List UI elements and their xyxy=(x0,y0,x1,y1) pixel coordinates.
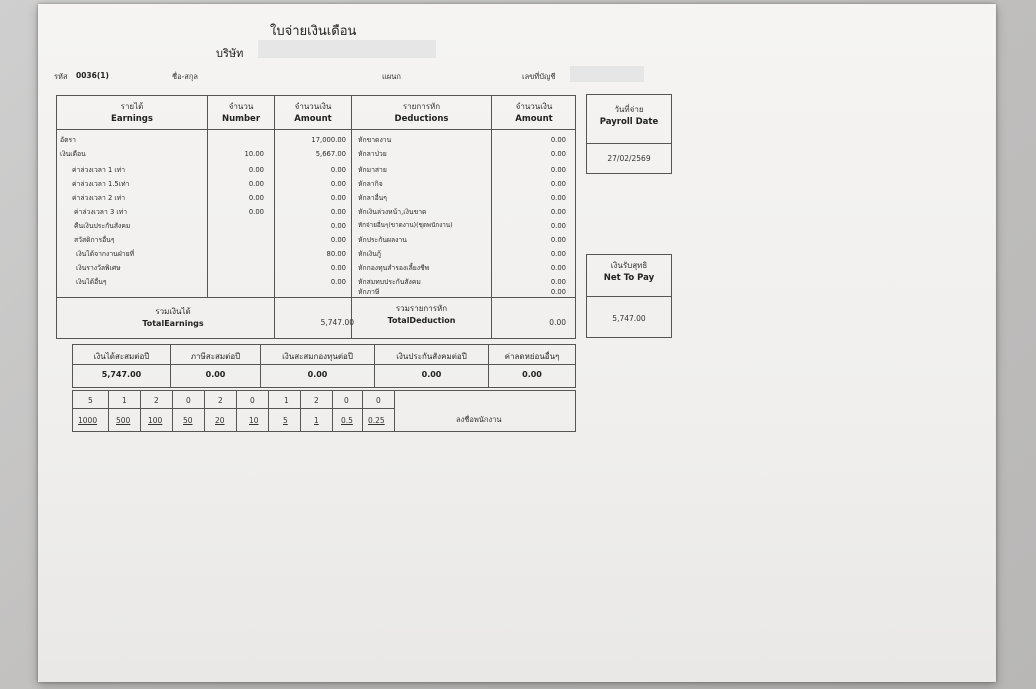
earning-amount: 0.00 xyxy=(330,166,346,174)
earning-number: 10.00 xyxy=(244,150,264,158)
denomination-count: 0 xyxy=(250,396,255,405)
ytd-value: 0.00 xyxy=(421,370,442,379)
document-title: ใบจ่ายเงินเดือน xyxy=(270,24,357,39)
denomination-value: 0.5 xyxy=(341,416,353,425)
denom-col xyxy=(172,390,173,432)
ytd-value: 0.00 xyxy=(307,370,328,379)
denomination-value: 500 xyxy=(116,416,131,425)
deduction-label: หักกองทุนสำรองเลี้ยงชีพ xyxy=(358,264,430,272)
deduction-label: หักจ่ายอื่นๆ(ขาดงาน)(ชุดพนักงาน) xyxy=(358,222,453,229)
ytd-value: 5,747.00 xyxy=(101,370,142,379)
denom-col xyxy=(268,390,269,432)
deduction-label: หักขาดงาน xyxy=(358,136,392,144)
deduction-label: หักสมทบประกันสังคม xyxy=(358,278,421,286)
deduction-label: หักเงินล่วงหน้า,เงินขาด xyxy=(358,208,427,216)
denom-col xyxy=(204,390,205,432)
earning-label: เงินได้อื่นๆ xyxy=(76,278,107,286)
denomination-count: 2 xyxy=(314,396,319,405)
earning-amount: 17,000.00 xyxy=(311,136,346,144)
earning-amount: 0.00 xyxy=(330,236,346,244)
total-earnings-label: รวมเงินได้ TotalEarnings xyxy=(142,307,204,328)
col-divider-amount2 xyxy=(491,95,492,339)
deduction-label: หักภาษี xyxy=(358,288,380,296)
earning-label: ค่าล่วงเวลา 3 เท่า xyxy=(74,208,128,216)
earning-label: สวัสดิการอื่นๆ xyxy=(74,236,115,244)
account-number-label: เลขที่บัญชี xyxy=(522,72,556,81)
denomination-count: 0 xyxy=(376,396,381,405)
total-deductions-label: รวมรายการหัก TotalDeduction xyxy=(387,304,456,325)
deduction-label: หักลากิจ xyxy=(358,180,383,188)
denomination-count: 0 xyxy=(344,396,349,405)
deduction-amount: 0.00 xyxy=(550,150,566,158)
ytd-header: เงินประกันสังคมต่อปี xyxy=(396,352,467,361)
deduction-amount: 0.00 xyxy=(550,222,566,230)
employee-name-label: ชื่อ-สกุล xyxy=(172,72,199,81)
earning-label: เงินได้จากงานฝ่ายที่ xyxy=(76,250,135,258)
ytd-header: ค่าลดหย่อนอื่นๆ xyxy=(504,352,560,361)
denomination-count: 0 xyxy=(186,396,191,405)
denomination-value: 0.25 xyxy=(368,416,385,425)
denom-col xyxy=(108,390,109,432)
total-deductions-value: 0.00 xyxy=(549,318,566,327)
col-divider-number xyxy=(207,95,208,298)
col-divider-amount xyxy=(274,95,275,339)
amount-header: จำนวนเงิน Amount xyxy=(294,102,332,124)
denom-col xyxy=(332,390,333,432)
account-number-redacted xyxy=(570,66,644,82)
employee-signature-label: ลงชื่อพนักงาน xyxy=(456,415,502,424)
company-name-redacted xyxy=(258,40,436,58)
denomination-value: 50 xyxy=(183,416,193,425)
denomination-value: 100 xyxy=(148,416,163,425)
earning-amount: 0.00 xyxy=(330,194,346,202)
earning-label: ค่าล่วงเวลา 2 เท่า xyxy=(72,194,126,202)
employee-code: 0036(1) xyxy=(76,71,109,80)
denomination-value: 20 xyxy=(215,416,225,425)
deduction-amount: 0.00 xyxy=(550,250,566,258)
deduction-amount: 0.00 xyxy=(550,288,566,296)
earning-amount: 0.00 xyxy=(330,208,346,216)
ytd-header: เงินได้สะสมต่อปี xyxy=(93,352,150,361)
ytd-value: 0.00 xyxy=(205,370,226,379)
number-header: จำนวน Number xyxy=(221,102,261,124)
payslip-sheet xyxy=(38,4,996,682)
earning-label: อัตรา xyxy=(60,136,76,144)
payroll-date-divider xyxy=(586,143,672,144)
earning-label: เงินรางวัลพิเศษ xyxy=(76,264,121,272)
earning-amount: 5,667.00 xyxy=(315,150,346,158)
denomination-count: 2 xyxy=(218,396,223,405)
payroll-date-label: วันที่จ่าย Payroll Date xyxy=(599,105,659,127)
denomination-value: 1000 xyxy=(78,416,98,425)
denomination-count: 1 xyxy=(122,396,127,405)
deduction-amount: 0.00 xyxy=(550,194,566,202)
earnings-header: รายได้ Earnings xyxy=(111,102,153,124)
company-label: บริษัท xyxy=(216,47,244,60)
payroll-date-value: 27/02/2569 xyxy=(607,154,651,163)
denomination-value: 5 xyxy=(283,416,288,425)
denom-col xyxy=(236,390,237,432)
amount2-header: จำนวนเงิน Amount xyxy=(515,102,553,124)
ytd-header: เงินสะสมกองทุนต่อปี xyxy=(282,352,353,361)
denomination-divider xyxy=(72,408,394,409)
earning-label: ค่าล่วงเวลา 1.5เท่า xyxy=(72,180,130,188)
deduction-amount: 0.00 xyxy=(550,208,566,216)
earning-amount: 0.00 xyxy=(330,278,346,286)
deduction-label: หักเงินกู้ xyxy=(358,250,381,258)
earning-number: 0.00 xyxy=(248,194,264,202)
net-pay-value: 5,747.00 xyxy=(612,314,646,323)
ytd-value: 0.00 xyxy=(522,370,542,379)
net-pay-divider xyxy=(586,296,672,297)
denom-col xyxy=(140,390,141,432)
ytd-divider xyxy=(72,364,576,365)
denomination-value: 10 xyxy=(249,416,259,425)
earning-number: 0.00 xyxy=(248,180,264,188)
earning-label: เงินเดือน xyxy=(60,150,86,158)
denomination-count: 5 xyxy=(88,396,93,405)
earning-number: 0.00 xyxy=(248,208,264,216)
department-label: แผนก xyxy=(382,72,401,81)
earning-amount: 0.00 xyxy=(330,264,346,272)
deduction-amount: 0.00 xyxy=(550,236,566,244)
earning-label: คืนเงินประกันสังคม xyxy=(74,222,131,230)
denom-col xyxy=(362,390,363,432)
header-divider xyxy=(56,129,576,130)
denom-col xyxy=(394,390,395,432)
earning-number: 0.00 xyxy=(248,166,264,174)
employee-code-label: รหัส xyxy=(54,72,68,81)
earning-amount: 0.00 xyxy=(330,180,346,188)
earning-amount: 80.00 xyxy=(326,250,346,258)
denomination-count: 2 xyxy=(154,396,159,405)
net-pay-label: เงินรับสุทธิ Net To Pay xyxy=(603,261,655,283)
denomination-value: 1 xyxy=(314,416,319,425)
deduction-label: หักลาอื่นๆ xyxy=(358,194,387,202)
deduction-amount: 0.00 xyxy=(550,264,566,272)
denom-col xyxy=(300,390,301,432)
deduction-label: หักประกันผลงาน xyxy=(358,236,407,244)
deduction-amount: 0.00 xyxy=(550,278,566,286)
deduction-amount: 0.00 xyxy=(550,166,566,174)
deduction-label: หักมาสาย xyxy=(358,166,387,174)
earning-label: ค่าล่วงเวลา 1 เท่า xyxy=(72,166,126,174)
total-earnings-value: 5,747.00 xyxy=(320,318,354,327)
deduction-label: หักลาป่วย xyxy=(358,150,387,158)
ytd-header: ภาษีสะสมต่อปี xyxy=(190,352,241,361)
deduction-amount: 0.00 xyxy=(550,180,566,188)
earning-amount: 0.00 xyxy=(330,222,346,230)
deductions-header: รายการหัก Deductions xyxy=(394,102,449,124)
deduction-amount: 0.00 xyxy=(550,136,566,144)
denomination-count: 1 xyxy=(284,396,289,405)
